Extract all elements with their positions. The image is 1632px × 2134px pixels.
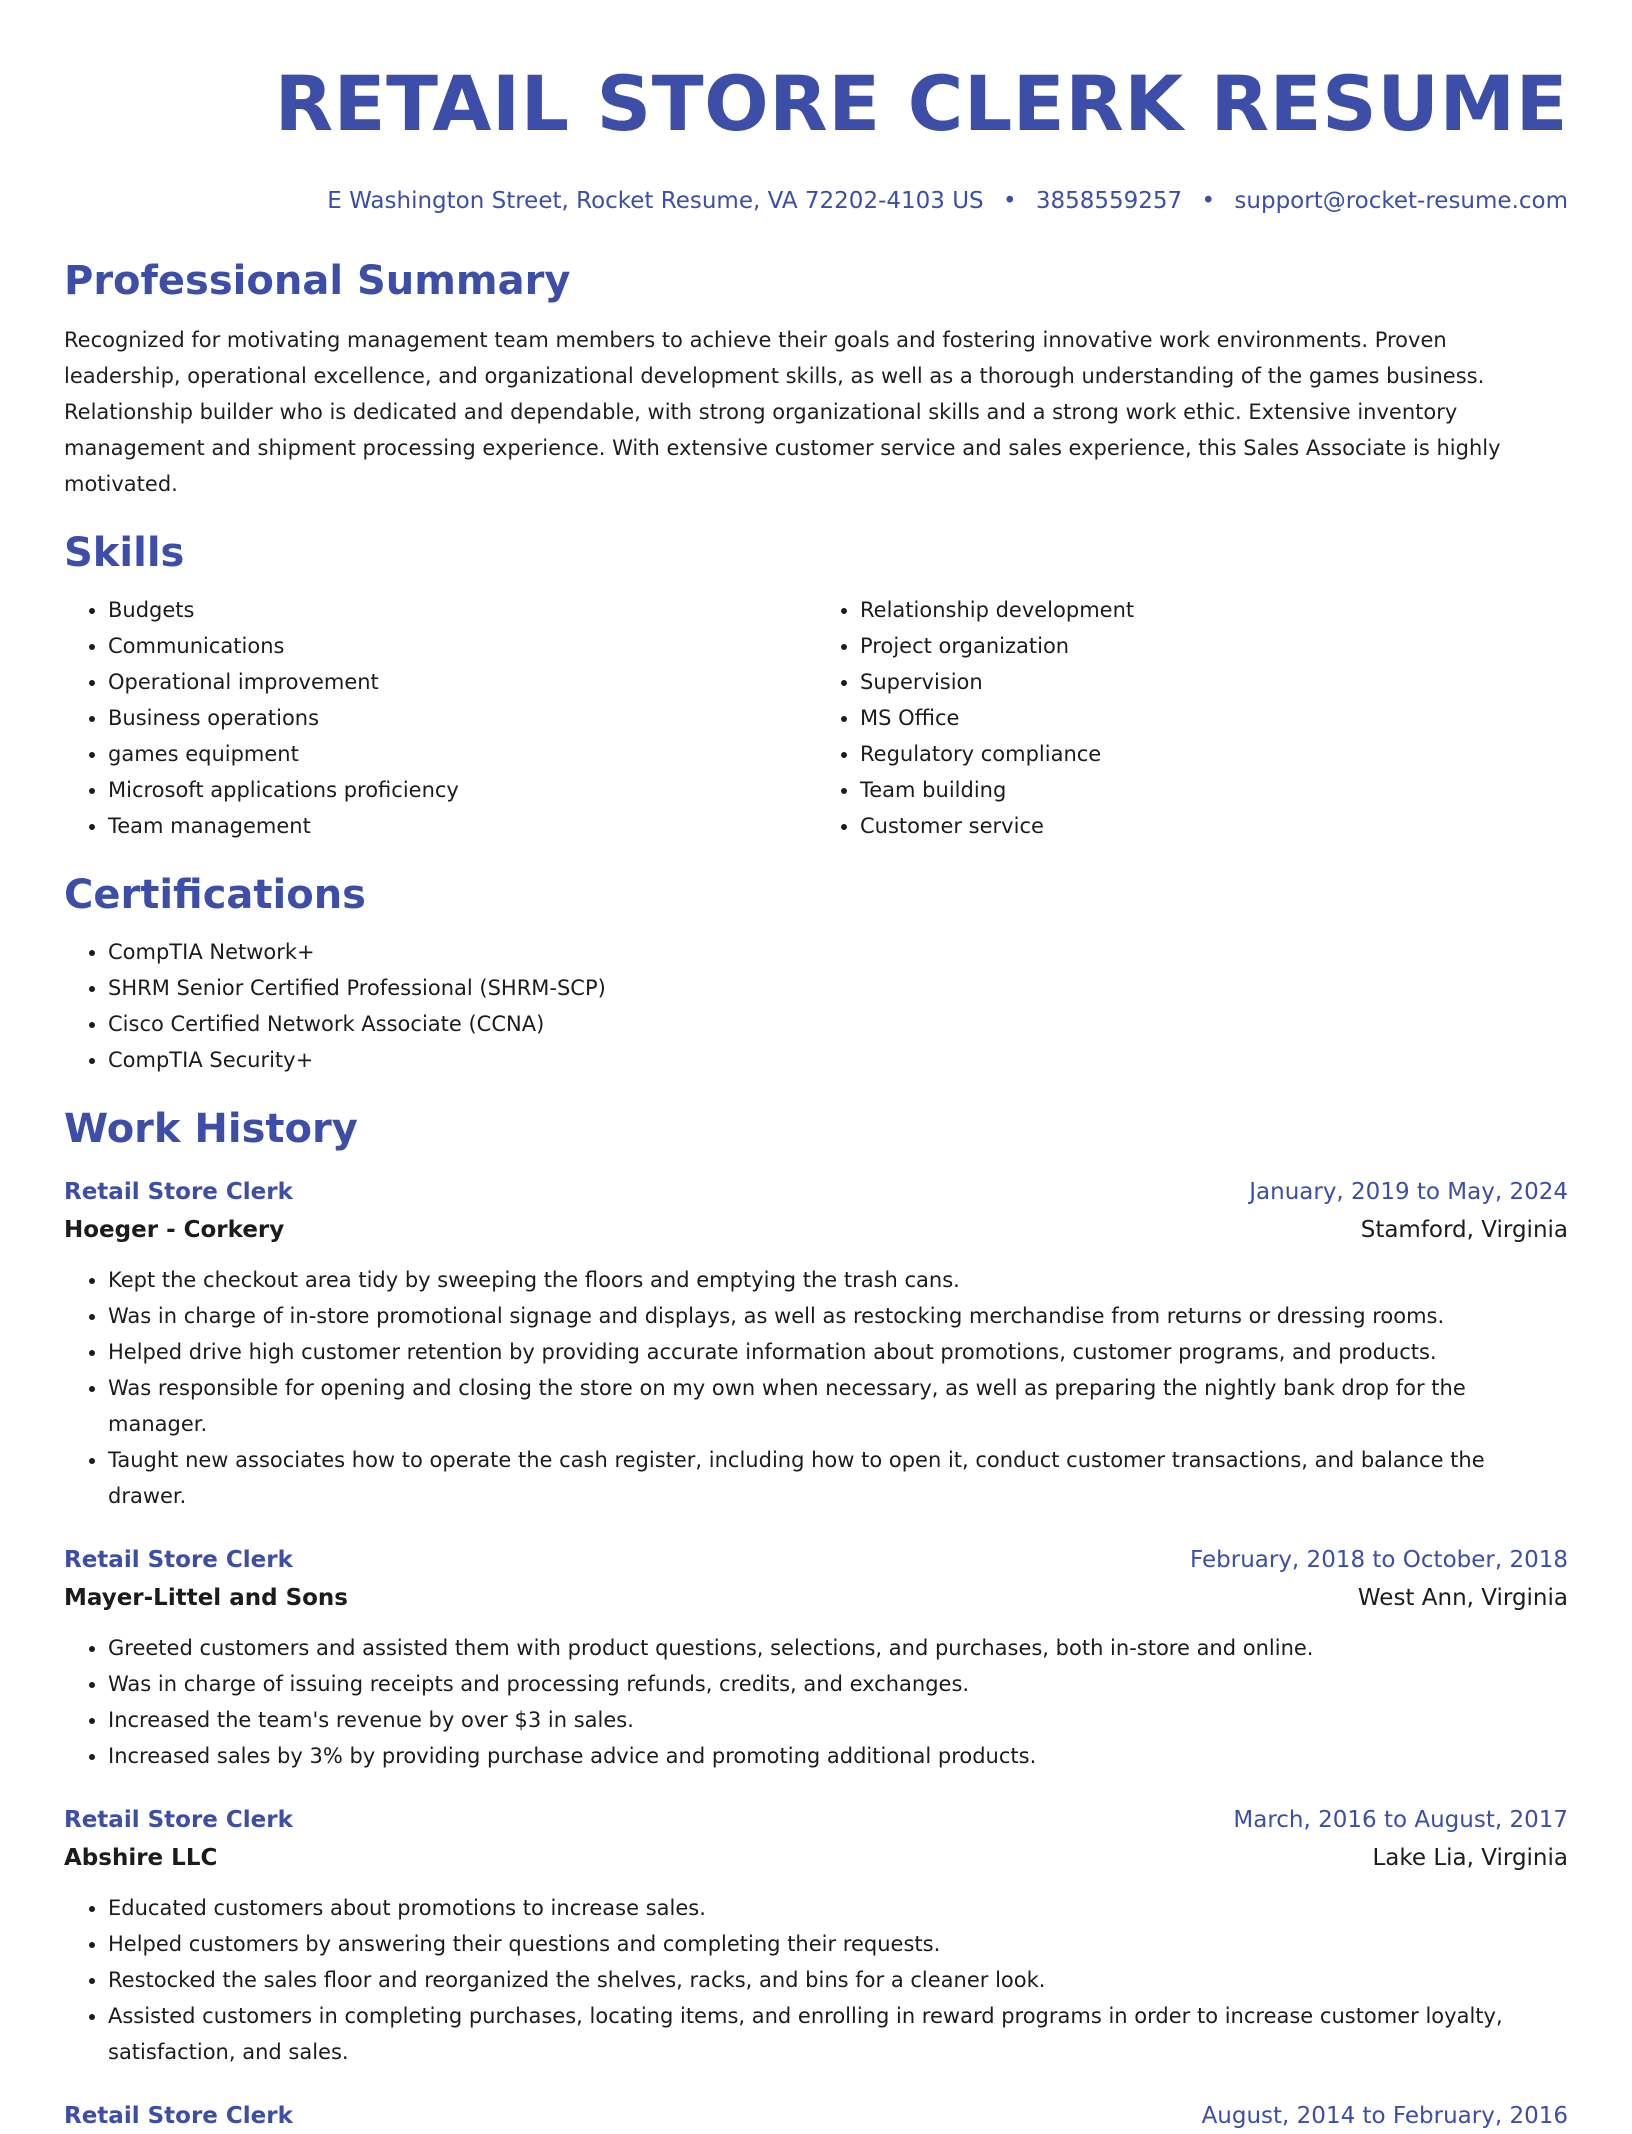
skill-item: • Customer service (860, 808, 1568, 844)
job-bullet: • Was responsible for opening and closing the store on my own when necessary, as well as preparing the nightly bank drop for the manager. (108, 1370, 1568, 1442)
job-location: Lake Lia, Virginia (1372, 1845, 1568, 1871)
job-dates: August, 2014 to February, 2016 (1201, 2103, 1568, 2129)
certification-item: • CompTIA Security+ (108, 1042, 1568, 1078)
skills-columns (64, 592, 1568, 844)
job-title: Retail Store Clerk (64, 1807, 293, 1833)
job-location: Stamford, Virginia (1360, 1217, 1568, 1243)
certifications-heading: Certifications (64, 872, 366, 918)
job-dates: January, 2019 to May, 2024 (1249, 1179, 1568, 1205)
skill-item: • Microsoft applications proficiency (108, 772, 816, 808)
job-bullet: • Increased the team's revenue by over $3 in sales. (108, 1702, 1568, 1738)
job-location: West Ann, Virginia (1357, 1585, 1568, 1611)
certification-item: • CompTIA Network+ (108, 934, 1568, 970)
contact-separator: • (1201, 188, 1216, 214)
skills-list-left (64, 592, 816, 844)
job-bullets (64, 1262, 1568, 1514)
skill-item: • Operational improvement (108, 664, 816, 700)
job-entry (64, 2098, 1568, 2134)
skill-item: • Communications (108, 628, 816, 664)
contact-email: support@rocket-resume.com (1234, 188, 1568, 214)
job-company: Abshire LLC (64, 1845, 218, 1871)
skill-item: • Team building (860, 772, 1568, 808)
contact-phone: 3858559257 (1035, 188, 1183, 214)
skill-item: • Relationship development (860, 592, 1568, 628)
job-bullet: • Kept the checkout area tidy by sweeping the floors and emptying the trash cans. (108, 1262, 1568, 1298)
contact-address: E Washington Street, Rocket Resume, VA 72202-4103 US (327, 188, 984, 214)
skill-item: • Project organization (860, 628, 1568, 664)
job-bullet: • Greeted customers and assisted them with product questions, selections, and purchases, both in-store and online. (108, 1630, 1568, 1666)
job-bullet: • Helped drive high customer retention by providing accurate information about promotions, customer programs, and products. (108, 1334, 1568, 1370)
skill-item: • Supervision (860, 664, 1568, 700)
job-bullet: • Taught new associates how to operate the cash register, including how to open it, conduct customer transactions, and balance the drawer. (108, 1442, 1568, 1514)
job-title-row (64, 1542, 1568, 1578)
job-bullet: • Educated customers about promotions to increase sales. (108, 1890, 1568, 1926)
job-bullet: • Was in charge of issuing receipts and processing refunds, credits, and exchanges. (108, 1666, 1568, 1702)
job-entry (64, 1802, 1568, 2070)
job-bullets (64, 1890, 1568, 2070)
job-entry (64, 1542, 1568, 1774)
job-bullet: • Increased sales by 3% by providing purchase advice and promoting additional products. (108, 1738, 1568, 1774)
resume-header (64, 0, 1568, 216)
certification-item: • SHRM Senior Certified Professional (SHRM-SCP) (108, 970, 1568, 1006)
job-dates: February, 2018 to October, 2018 (1190, 1547, 1568, 1573)
skill-item: • MS Office (860, 700, 1568, 736)
certifications-list (64, 934, 1568, 1078)
job-title-row (64, 1174, 1568, 1210)
certification-item: • Cisco Certified Network Associate (CCNA) (108, 1006, 1568, 1042)
job-title: Retail Store Clerk (64, 1547, 293, 1573)
job-bullet: • Assisted customers in completing purchases, locating items, and enrolling in reward programs in order to increase customer loyalty, satisfaction, and sales. (108, 1998, 1568, 2070)
skill-item: • games equipment (108, 736, 816, 772)
job-entry (64, 1174, 1568, 1514)
skill-item: • Team management (108, 808, 816, 844)
job-title-row (64, 2098, 1568, 2134)
job-company: Hoeger - Corkery (64, 1217, 285, 1243)
job-bullets (64, 1630, 1568, 1774)
job-title-row (64, 1802, 1568, 1838)
job-bullet: • Was in charge of in-store promotional signage and displays, as well as restocking merchandise from returns or dressing rooms. (108, 1298, 1568, 1334)
skills-list-right (816, 592, 1568, 844)
contact-separator: • (1002, 188, 1017, 214)
skill-item: • Budgets (108, 592, 816, 628)
job-bullet: • Helped customers by answering their questions and completing their requests. (108, 1926, 1568, 1962)
contact-line (64, 186, 1568, 216)
job-company: Mayer-Littel and Sons (64, 1585, 348, 1611)
job-company-row (64, 1210, 1568, 1250)
summary-heading: Professional Summary (64, 258, 571, 304)
work-history-heading: Work History (64, 1106, 358, 1152)
job-company-row (64, 1578, 1568, 1618)
skill-item: • Business operations (108, 700, 816, 736)
job-bullet: • Restocked the sales floor and reorganized the shelves, racks, and bins for a cleaner look. (108, 1962, 1568, 1998)
resume-title: RETAIL STORE CLERK RESUME (274, 59, 1568, 148)
skills-heading: Skills (64, 530, 185, 576)
skill-item: • Regulatory compliance (860, 736, 1568, 772)
job-company-row (64, 1838, 1568, 1878)
summary-text: Recognized for motivating management team members to achieve their goals and fostering innovative work environments. Proven leadership, operational excellence, and organizational development skills, as well as a thorough understanding of the games business. Relationship builder who is dedicated and dependable, with strong organizational skills and a strong work ethic. Extensive inventory management and shipment processing experience. With extensive customer service and sales experience, this Sales Associate is highly motivated. (64, 328, 1501, 496)
job-title: Retail Store Clerk (64, 2103, 293, 2129)
job-dates: March, 2016 to August, 2017 (1233, 1807, 1568, 1833)
job-title: Retail Store Clerk (64, 1179, 293, 1205)
